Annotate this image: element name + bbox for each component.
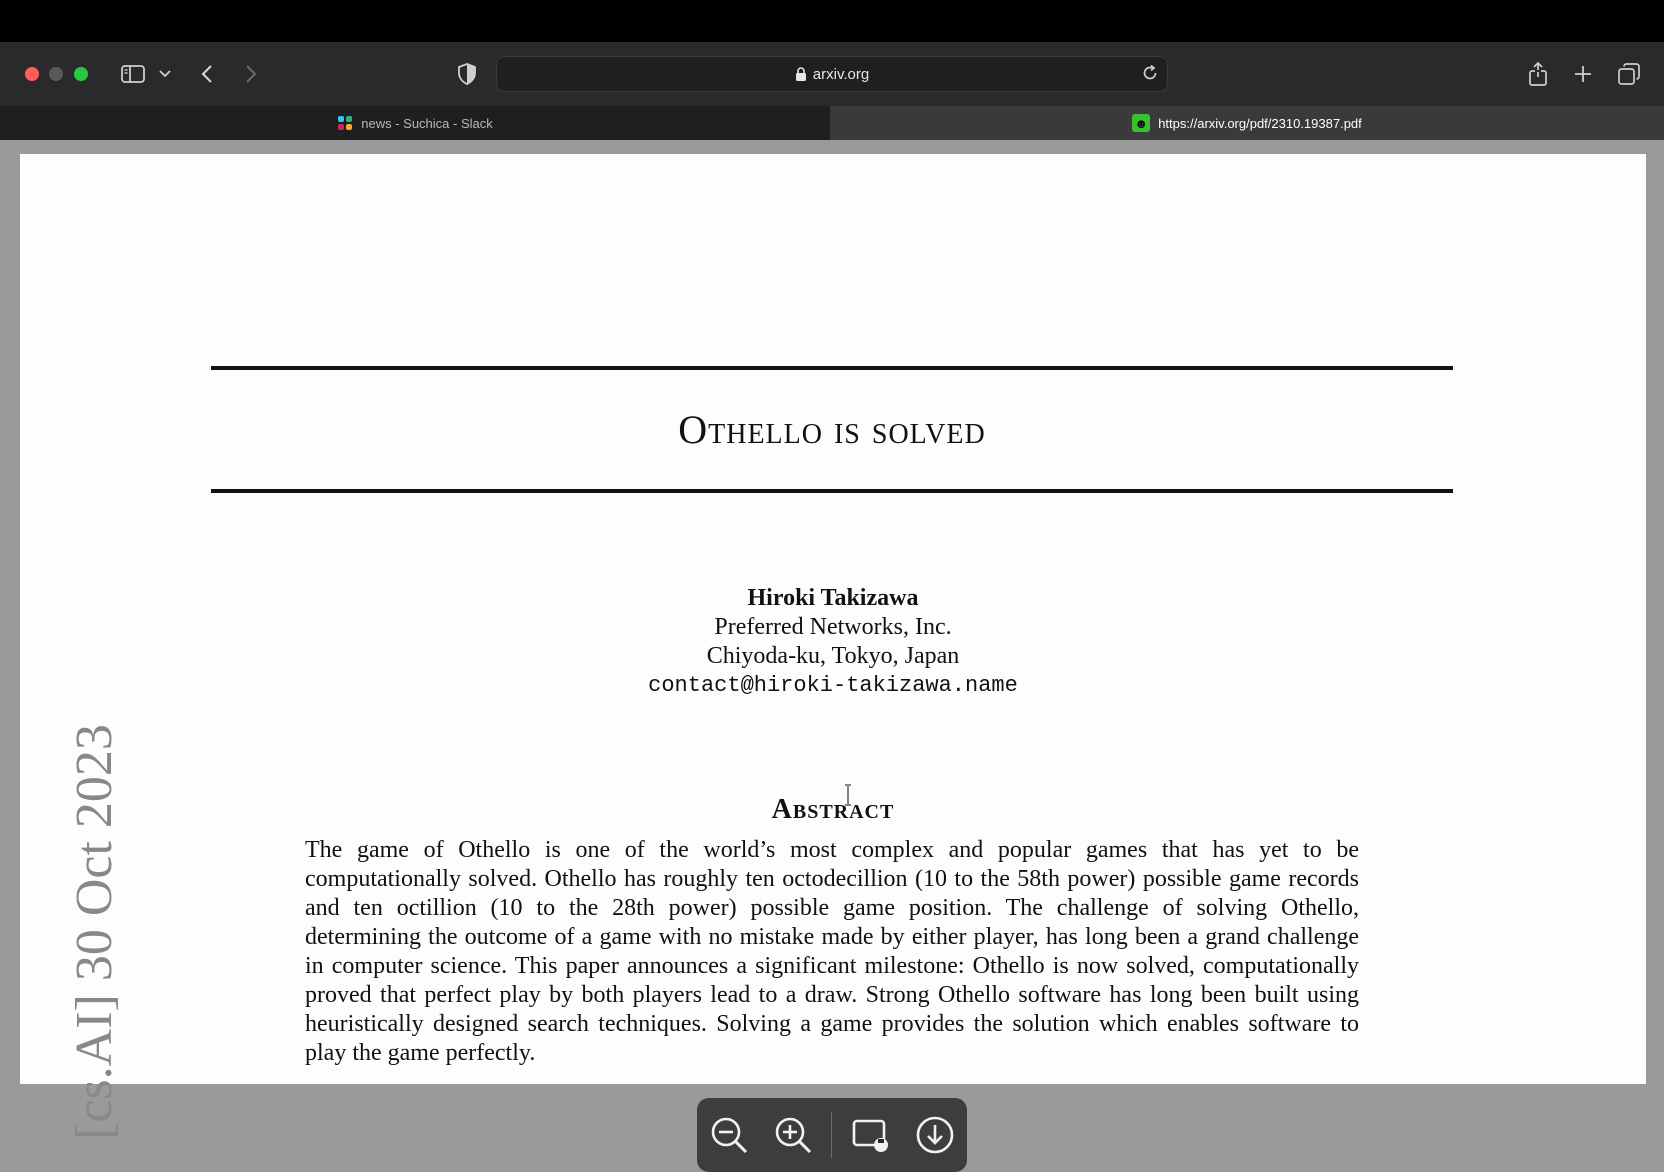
paper-title: Othello is solved [678,407,986,452]
title-top-rule [211,366,1453,370]
browser-toolbar [0,42,1664,106]
plus-icon [1574,65,1592,83]
zoom-in-button[interactable] [767,1109,819,1161]
zoom-out-icon [709,1115,749,1155]
url-text: arxiv.org [812,65,870,83]
tab-arxiv[interactable] [830,106,1664,140]
title-bottom-rule [211,489,1453,493]
close-window-button[interactable] [25,67,39,81]
forward-icon [245,64,257,84]
zoom-out-button[interactable] [703,1109,755,1161]
controls-divider [831,1112,832,1158]
tab-slack[interactable] [0,106,830,140]
download-button[interactable] [909,1109,961,1161]
sidebar-icon [121,64,145,84]
arxiv-side-stamp: [cs.AI] 30 Oct 2023 [66,724,123,1140]
author-email: contact@hiroki-takizawa.name [648,673,1018,698]
forward-button[interactable] [240,58,262,90]
sidebar-toggle-button[interactable] [118,58,148,90]
reload-button[interactable] [1141,64,1159,87]
slack-icon [337,115,353,131]
author-location: Chiyoda-ku, Tokyo, Japan [706,643,960,669]
zoom-window-button[interactable] [74,67,88,81]
address-bar[interactable] [496,56,1168,92]
author-name: Hiroki Takizawa [747,585,919,611]
tab-label: https://arxiv.org/pdf/2310.19387.pdf [1158,115,1362,131]
tabs-overview-icon [1618,63,1640,85]
abstract-heading: Abstract [771,794,895,825]
smiley-icon: ☻ [1132,114,1150,132]
back-icon [201,64,213,84]
open-in-preview-icon [851,1115,891,1155]
download-icon [915,1115,955,1155]
menu-bar [0,0,1664,42]
tab-overview-button[interactable] [1617,58,1641,90]
reload-icon [1141,64,1159,82]
author-block [20,584,1646,700]
author-affiliation: Preferred Networks, Inc. [714,614,952,640]
text-cursor-icon [844,784,852,806]
abstract-text: The game of Othello is one of the world’s most complex and popular games that has yet to be computationally solved. Othello has roughly ten octodecillion (10 to the 58th power) possible game records and ten octillion (10 to the 28th power) possible game position. The challenge of solving Othello, determining the outcome of a game with no mistake made by either player, has long been a grand challenge in computer science. This paper announces a significant milestone: Othello is now solved, computationally proved that perfect play by both players lead to a draw. Strong Othello software has long been built using heuristically designed search techniques. Solving a game provides the solution which enables software to play the game perfectly. [305,837,1359,1066]
tab-label: news - Suchica - Slack [361,115,493,131]
pdf-controls [697,1098,967,1172]
privacy-report-button[interactable] [456,58,478,90]
minimize-window-button[interactable] [49,67,63,81]
share-icon [1528,62,1548,86]
zoom-in-icon [773,1115,813,1155]
lock-icon [795,67,807,82]
pdf-page [20,154,1646,1084]
pdf-viewer[interactable] [0,140,1664,1140]
back-button[interactable] [196,58,218,90]
new-tab-button[interactable] [1572,58,1594,90]
shield-icon [458,63,476,85]
share-button[interactable] [1527,58,1549,90]
sidebar-menu-button[interactable] [156,58,174,90]
chevron-down-icon [159,70,171,78]
tab-bar [0,106,1664,140]
open-in-preview-button[interactable] [845,1109,897,1161]
